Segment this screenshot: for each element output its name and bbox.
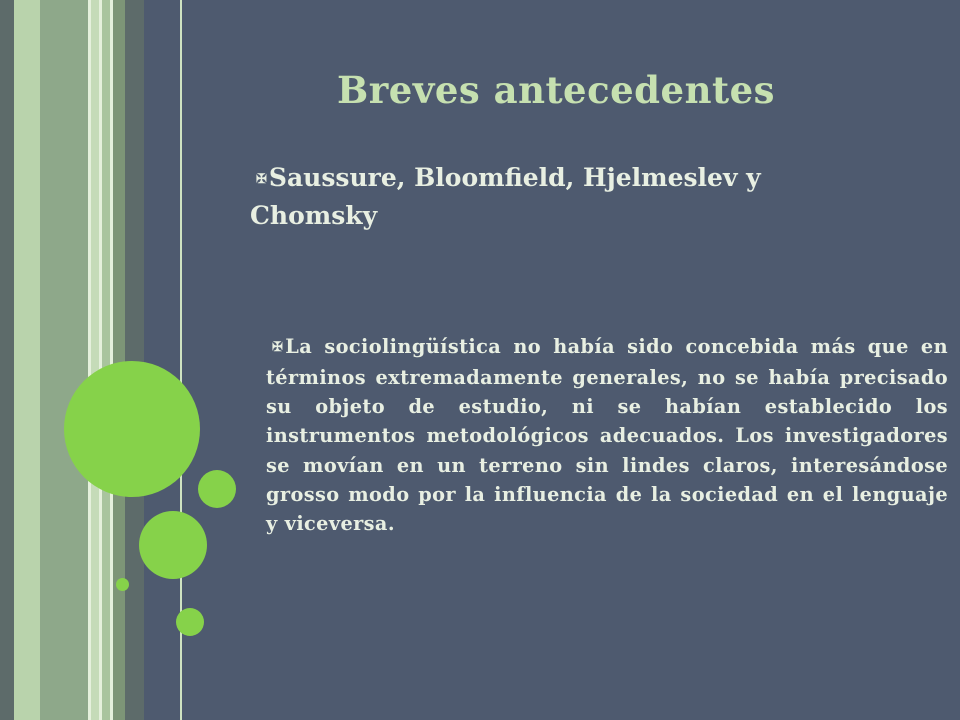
stripe — [14, 0, 40, 720]
slide-title: Breves antecedentes — [337, 68, 775, 112]
stripe — [0, 0, 14, 720]
bullet-icon: ✠ — [256, 171, 267, 187]
heading-text: Saussure, Bloomfield, Hjelmeslev y Chomsky — [250, 163, 761, 230]
bullet-heading — [250, 160, 870, 234]
stripe — [91, 0, 99, 720]
stripe — [125, 0, 144, 720]
large-circle — [64, 361, 200, 497]
bullet-paragraph — [266, 332, 948, 538]
bullet-icon: ✠ — [272, 340, 284, 356]
tiny-circle — [116, 578, 129, 591]
small-circle — [176, 608, 204, 636]
medium-circle — [139, 511, 207, 579]
stripe — [102, 0, 110, 720]
stripe — [40, 0, 88, 720]
paragraph-text: La sociolingüística no había sido concebida más que en términos extremadamente generales, no se había precisado su objeto de estudio, ni se habían establecido los instrumentos metodológicos adecuados. Los investigadores se movían en un terreno sin lindes claros, interesándose grosso modo por la influencia de la sociedad en el lenguaje y viceversa. — [266, 335, 948, 536]
stripe — [113, 0, 125, 720]
small-circle — [198, 470, 236, 508]
